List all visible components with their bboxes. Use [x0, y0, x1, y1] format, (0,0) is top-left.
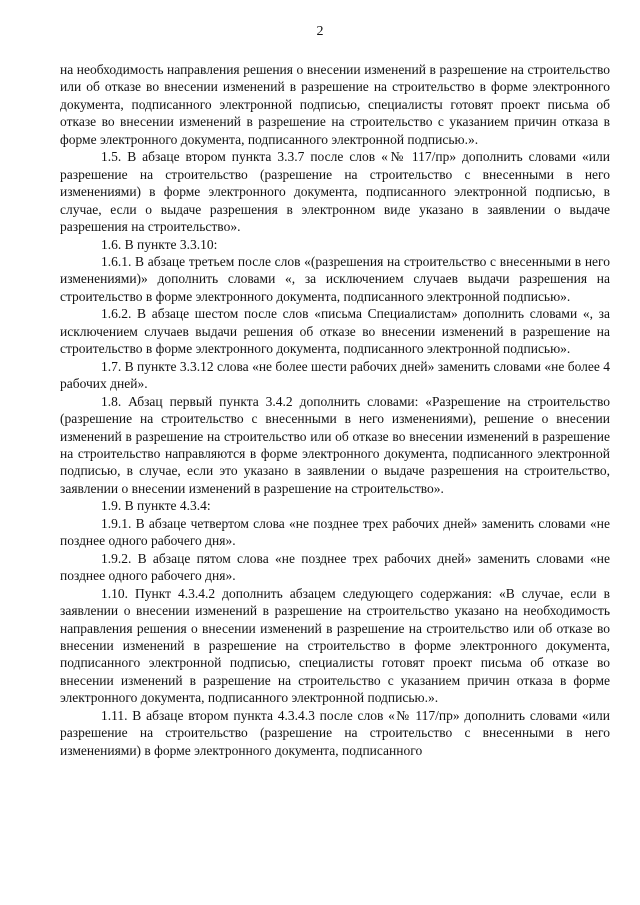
paragraph-1-5: 1.5. В абзаце втором пункта 3.3.7 после слов «№ 117/пр» дополнить словами «или разрешение на строительство (разрешение на строительство с внесенными в него изменениями) в форме электронного документа, подписанного электронной подписью, в случае, если о выдаче разрешения в электронном виде указано в заявлении о выдаче разрешения на строительство». — [60, 149, 610, 235]
paragraph-1-6: 1.6. В пункте 3.3.10: — [101, 236, 218, 252]
paragraph-1-9-2: 1.9.2. В абзаце пятом слова «не позднее трех рабочих дней» заменить словами «не позднее одного рабочего дня». — [60, 550, 610, 584]
paragraph-1-6-2: 1.6.2. В абзаце шестом после слов «письма Специалистам» дополнить словами «, за исключением случаев выдачи решения об отказе во внесении изменений в разрешение на строительство в форме электронного документа, подписанного электронной подписью». — [60, 306, 610, 357]
paragraph-1-7: 1.7. В пункте 3.3.12 слова «не более шести рабочих дней» заменить словами «не более 4 рабочих дней». — [60, 358, 610, 392]
paragraph-1-8: 1.8. Абзац первый пункта 3.4.2 дополнить словами: «Разрешение на строительство (разрешение на строительство с внесенными в него изменениями), решение о внесении изменений в разрешение на строительство или об отказе во внесении изменений в разрешение на строительство направляются в форме электронного документа, подписанного электронной подписью, в случае, если это указано в заявлении о выдаче разрешения на строительство, заявлении о внесении изменений в разрешение на строительство». — [60, 393, 610, 496]
page-number: 2 — [316, 24, 324, 39]
paragraph-1-10: 1.10. Пункт 4.3.4.2 дополнить абзацем следующего содержания: «В случае, если в заявлении о внесении изменений в разрешение на строительство указано на необходимость направления решения о внесении изменений в разрешение на строительство или об отказе во внесении изменений в разрешение на строительство в форме электронного документа, подписанного электронной подписью, специалисты готовят проект письма об отказе во внесении изменений в разрешение на строительство с указанием причин отказа в форме электронного документа, подписанного электронной подписью.». — [60, 585, 610, 706]
paragraph-1-9-1: 1.9.1. В абзаце четвертом слова «не позднее трех рабочих дней» заменить словами «не позднее одного рабочего дня». — [60, 515, 610, 549]
document-body — [60, 61, 610, 759]
paragraph-1-6-1: 1.6.1. В абзаце третьем после слов «(разрешения на строительство с внесенными в него изменениями)» дополнить словами «, за исключением случаев выдачи разрешения на строительство в форме электронного документа, подписанного электронной подписью». — [60, 253, 610, 304]
paragraph-1-11: 1.11. В абзаце втором пункта 4.3.4.3 после слов «№ 117/пр» дополнить словами «или разрешение на строительство (разрешение на строительство с внесенными в него изменениями) в форме электронного документа, подписанного — [60, 707, 610, 758]
paragraph-continuation: на необходимость направления решения о внесении изменений в разрешение на строительство или об отказе во внесении изменений в разрешение на строительство в форме электронного документа, подписанного электронной подписью, специалисты готовят проект письма об отказе во внесении изменений в разрешение на строительство с указанием причин отказа в форме электронного документа, подписанного электронной подписью.». — [60, 62, 610, 147]
paragraph-1-9: 1.9. В пункте 4.3.4: — [101, 498, 211, 514]
